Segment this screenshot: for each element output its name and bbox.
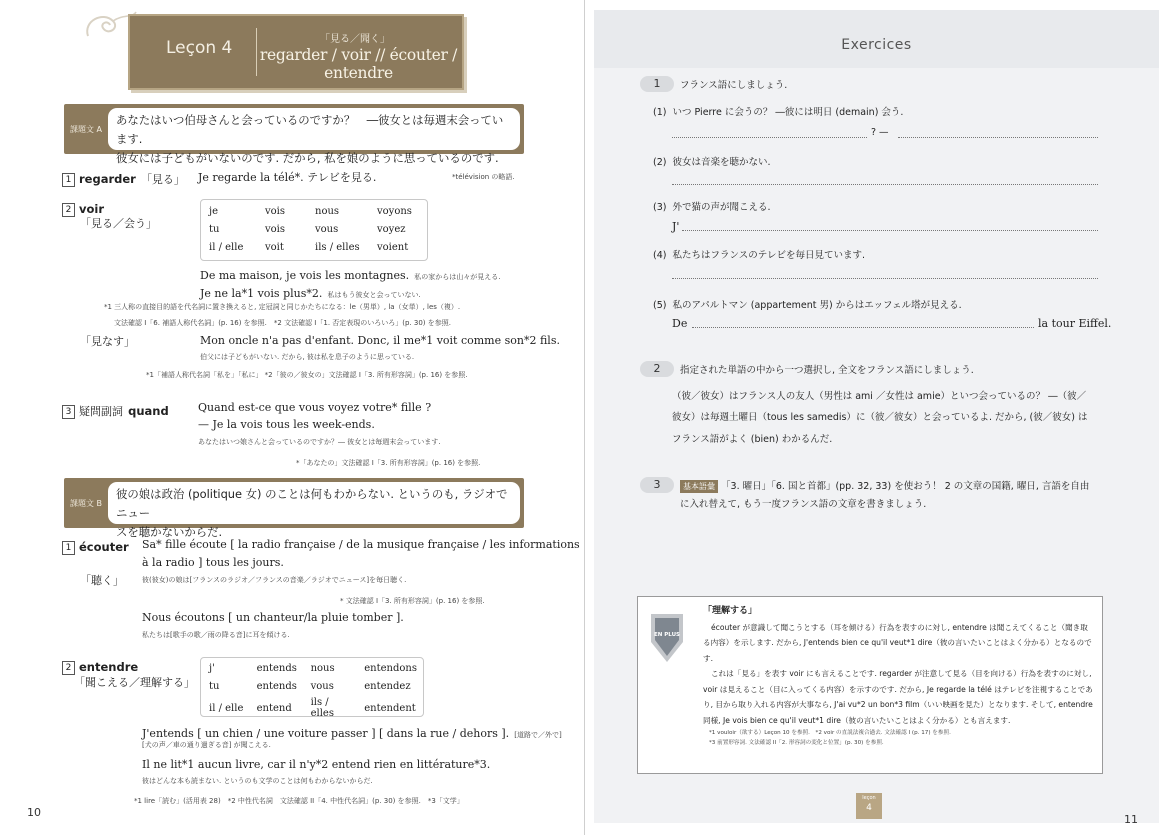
answer-line[interactable] [682, 230, 1098, 231]
exercise-2-line-3: フランス語がよく (bien) わかるんだ. [672, 434, 833, 445]
entendre-conjugation-table [200, 657, 424, 717]
entendre-note: *1 lire「読む」(活用表 28) *2 中性代名詞 文法確認 II「4. 中性代名詞」(p. 30) を参照. *3「文学」 [134, 797, 464, 805]
section-ecouter [62, 536, 129, 555]
table-row [203, 238, 418, 256]
example-jp: [道路で／外で] [514, 731, 562, 739]
table-cell: entendez [364, 680, 411, 692]
table-cell: voyez [377, 223, 406, 235]
voir-example-1 [200, 264, 500, 283]
exercise-1-item-2 [653, 154, 771, 168]
voir-note-2: 文法確認 I「6. 補語人称代名詞」(p. 16) を参照. *2 文法確認 I「1. 否定表現のいろいろ」(p. 30) を参照. [114, 319, 451, 327]
section-number: 1 [62, 173, 75, 187]
section-head: regarder [79, 172, 136, 186]
table-cell: vois [265, 205, 285, 217]
exercise-3-number: 3 [640, 477, 674, 493]
lesson-verbs-jp: 「見る／聞く」 [320, 34, 390, 45]
section-number: 1 [62, 541, 75, 555]
answer-line[interactable] [672, 184, 1098, 185]
ecouter-head-jp: 「聴く」 [80, 574, 124, 587]
table-cell: nous [310, 662, 335, 674]
quand-example-2: — Je la vois tous les week-ends. [198, 418, 375, 431]
section-head-jp: 「見る」 [140, 173, 185, 186]
task-b-line2: スを聴かないからだ. [116, 525, 223, 539]
page-number-right: 11 [1124, 813, 1138, 826]
ecouter-example-1: Sa* fille écoute [ la radio française / de la musique française / les informations [142, 538, 580, 551]
exercise-1-item-5 [653, 297, 962, 311]
entendre-example-1 [142, 722, 562, 741]
item-number: (5) [653, 300, 667, 311]
exercises-header [594, 10, 1159, 68]
section-head: voir [79, 202, 105, 216]
ecouter-example-2: Nous écoutons [ un chanteur/la pluie tomber ]. [142, 611, 404, 624]
section-entendre [62, 656, 138, 675]
item-text: 私のアパルトマン (appartement 男) からはエッフェル塔が見える. [672, 300, 962, 311]
task-b-body [108, 482, 520, 539]
section-head-jp: 疑問副詞 [79, 405, 123, 418]
example-fr: J'entends [ un chien / une voiture passer ] [ dans la rue / dehors ]. [142, 727, 510, 740]
voir-example-2 [200, 282, 421, 301]
vocab-tag: 基本語彙 [680, 480, 718, 493]
table-cell: entends [256, 680, 297, 692]
table-row [203, 202, 418, 220]
task-b-line1: 彼の娘は政治 (politique 女) のことは何もわからない. というのも, ラジオでニュー [116, 487, 508, 520]
item-text: 彼女は音楽を聴かない. [672, 157, 771, 168]
table-cell: entend [256, 702, 292, 714]
table-cell: vous [315, 223, 339, 235]
en-plus-badge: EN PLUS [653, 632, 681, 638]
lesson-verbs: regarder / voir // écouter / entendre [259, 46, 458, 82]
table-cell: ils / elles [310, 697, 334, 719]
exercise-1-fill-5b: la tour Eiffel. [1038, 317, 1112, 330]
section-quand [62, 400, 169, 419]
section-number: 2 [62, 203, 75, 217]
entendre-example-2: Il ne lit*1 aucun livre, car il n'y*2 entend rien en littérature*3. [142, 758, 491, 771]
table-cell: nous [315, 205, 340, 217]
entendre-example-2-jp: 彼はどんな本も読まない. というのも文学のことは何もわからないからだ. [142, 777, 373, 785]
table-cell: il / elle [209, 241, 244, 253]
en-plus-paragraph-1: écouter が意識して聞こうとする（耳を傾ける）行為を表すのに対し, entendre は聞こえてくること（聞き取る内容）を示します. だから, J'entends bien ce qu'il veut*1 dire（彼の言いたいことはよく分かる）となるのです. [703, 622, 1092, 663]
task-text-a [64, 104, 524, 165]
exercise-1-instruction: フランス語にしましょう. [680, 80, 788, 91]
task-a-line2: 彼女には子どもがいないのです. だから, 私を娘のように思っているのです. [116, 151, 499, 165]
table-cell: tu [209, 223, 220, 235]
task-b-tag: 課題文 B [69, 498, 103, 508]
quand-example-jp: あなたはいつ娘さんと会っているのですか？― 彼女とは毎週末会っています. [198, 438, 441, 446]
en-plus-note-2: *3 前置形容詞. 文法確認 II「2. 形容詞の変化と位置」(p. 30) を参照. [709, 740, 884, 746]
item-text: いつ Pierre に会うの？ ―彼には明日 (demain) 会う. [672, 107, 904, 118]
example-jp: 私の家からは山々が見える. [414, 273, 501, 281]
voir-note-1: *1 三人称の直接目的語を代名詞に置き換えると, 定冠詞と同じかたちになる：le（男単）, la（女単）, les（複）. [104, 303, 461, 311]
item-number: (2) [653, 157, 667, 168]
section-head: écouter [79, 540, 129, 554]
table-cell: voyons [377, 205, 412, 217]
table-row [203, 677, 423, 695]
section-number: 2 [62, 661, 75, 675]
quand-note: *「あなたの」文法確認 I「3. 所有形容詞」(p. 16) を参照. [296, 459, 481, 467]
entendre-example-1-jp: [犬の声／車の通り過ぎる音] が聞こえる. [142, 741, 271, 749]
en-plus-note-1: *1 vouloir（欲する）Leçon 10 を参照. *2 voir の直説法複合過去. 文法確認 I (p. 17) を参照. [709, 730, 951, 736]
table-cell: voient [377, 241, 409, 253]
lesson-tab-label: leçon [862, 795, 876, 801]
table-row [203, 220, 418, 238]
example-fr: De ma maison, je vois les montagnes. [200, 269, 410, 282]
exercise-3-text: 「3. 曜日」「6. 国と首都」(pp. 32, 33) を使おう！ 2 の文章の国籍, 曜日, 言語を自由 [721, 481, 1090, 492]
regarder-example: Je regarde la télé*. テレビを見る. [198, 171, 377, 184]
exercises-title: Exercices [841, 37, 912, 53]
exercise-1-number: 1 [640, 76, 674, 92]
exercise-1-item-4 [653, 247, 865, 261]
section-head: quand [128, 404, 169, 418]
table-cell: je [209, 205, 219, 217]
lesson-number: Leçon 4 [166, 38, 233, 58]
exercise-1-item-3 [653, 199, 771, 213]
task-a-body [108, 108, 520, 165]
voir-example-3-jp: 伯父には子どもがいない. だから, 彼は私を息子のように思っている. [200, 353, 415, 361]
voir-head-jp: 「見る／会う」 [80, 217, 157, 230]
task-a-tag: 課題文 A [69, 124, 102, 134]
answer-line[interactable] [692, 327, 1034, 328]
en-plus-body [703, 604, 1095, 748]
answer-line[interactable] [898, 137, 1098, 138]
item-number: (1) [653, 107, 667, 118]
ecouter-note: * 文法確認 I「3. 所有形容詞」(p. 16) を参照. [340, 597, 485, 605]
table-cell: tu [209, 680, 220, 692]
table-cell: entendent [364, 702, 416, 714]
example-jp: 私はもう彼女と会っていない. [327, 291, 421, 299]
answer-line[interactable] [672, 278, 1098, 279]
table-cell: j' [209, 662, 215, 674]
exercise-3-line-1 [680, 478, 1089, 493]
table-cell: il / elle [209, 702, 244, 714]
exercise-2-number: 2 [640, 361, 674, 377]
item-number: (3) [653, 202, 667, 213]
entendre-head-jp: 「聞こえる／理解する」 [74, 676, 195, 689]
voir-conjugation-table [200, 199, 428, 261]
exercise-1-fill-q: ? — [871, 127, 889, 138]
quand-example-1: Quand est-ce que vous voyez votre* fille ? [198, 401, 432, 414]
item-text: 私たちはフランスのテレビを毎日見ています. [672, 250, 866, 261]
table-row [203, 695, 423, 721]
table-cell: entends [256, 662, 297, 674]
en-plus-paragraph-2: これは「見る」を表す voir にも言えることです. regarder が注意して見る（目を向ける）行為を表すのに対し, voir は見えること（目に入ってくる内容）を示すのです. だから, Je regarde la télé はテレビを注視することであり, 目から取り入れる内容が大事なら, J'ai vu*2 un bon*3 film（いい映画を見た）となります. そして, entendre 同様, Je vois bien ce qu'il veut*1 dire（彼の言いたいことはよく分かる）とも言えます. [703, 669, 1093, 725]
task-a-line1: あなたはいつ伯母さんと会っているのですか？ ―彼女とは毎週末会っています. [116, 113, 504, 146]
exercise-2-instruction: 指定された単語の中から一つ選択し, 全文をフランス語にしましょう. [680, 365, 974, 376]
example-fr: Je ne la*1 vois plus*2. [200, 287, 323, 300]
lesson-header [128, 14, 464, 90]
exercise-1-fill-5a: De [672, 317, 688, 330]
ecouter-example-2-jp: 私たちは[歌手の歌／雨の降る音]に耳を傾ける. [142, 631, 290, 639]
shield-icon [649, 612, 685, 664]
voir-note-3: *1「補語人称代名詞「私を」「私に」 *2「彼の／彼女の」文法確認 I「3. 所有形容詞」(p. 16) を参照. [146, 371, 468, 379]
section-head: entendre [79, 660, 139, 674]
ecouter-example-1-jp: 彼(彼女)の娘は[フランスのラジオ／フランスの音楽／ラジオでニュース]を毎日聴く. [142, 576, 407, 584]
voir-head2-jp: 「見なす」 [80, 335, 135, 348]
task-text-b [64, 478, 524, 539]
answer-line[interactable] [672, 137, 867, 138]
exercise-1-fill-3: J' [672, 220, 680, 233]
section-regarder [62, 168, 185, 187]
en-plus-title: 「理解する」 [703, 606, 758, 616]
exercise-2-line-2: 彼女）は毎週土曜日（tous les samedis）に（彼／彼女）と会っているよ. だから, (彼／彼女) は [672, 412, 1088, 423]
table-cell: entendons [364, 662, 417, 674]
exercise-1-item-1 [653, 104, 903, 118]
table-cell: voit [265, 241, 284, 253]
item-text: 外で猫の声が聞こえる. [672, 202, 771, 213]
table-row [203, 659, 423, 677]
section-number: 3 [62, 405, 75, 419]
ecouter-example-1b: à la radio ] tous les jours. [142, 556, 284, 569]
page-number-left: 10 [27, 806, 41, 819]
table-cell: vois [265, 223, 285, 235]
lesson-tab [856, 793, 882, 819]
item-number: (4) [653, 250, 667, 261]
table-cell: vous [310, 680, 334, 692]
lesson-tab-number: 4 [866, 803, 872, 813]
voir-example-3: Mon oncle n'a pas d'enfant. Donc, il me*1 voit comme son*2 fils. [200, 334, 560, 347]
exercise-2-line-1: （彼／彼女）はフランス人の友人（男性は ami ／女性は amie）といつ会っているの？ ―（彼／ [672, 391, 1087, 402]
exercise-3-line-2: に入れ替えて, もう一度フランス語の文章を書きましょう. [680, 499, 927, 510]
table-cell: ils / elles [315, 241, 360, 253]
regarder-note: *télévision の略語. [452, 173, 515, 181]
